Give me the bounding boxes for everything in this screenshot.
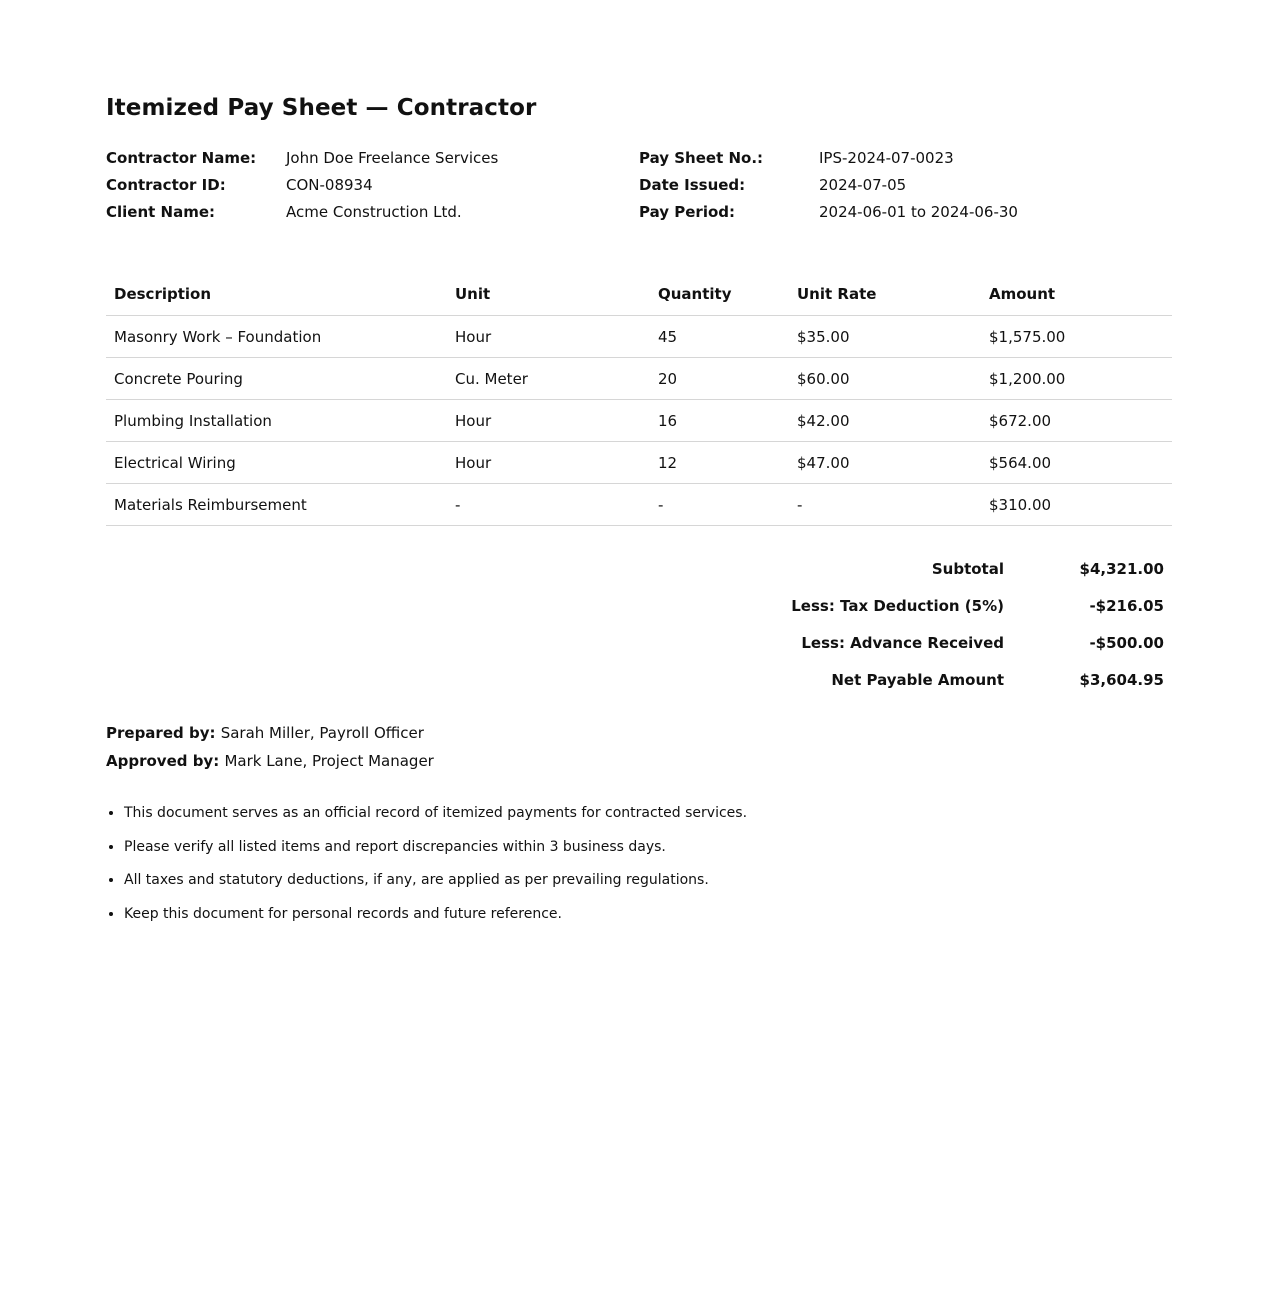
column-header-unit: Unit	[447, 273, 650, 316]
cell-description: Masonry Work – Foundation	[106, 316, 447, 358]
meta-label: Pay Sheet No.:	[639, 149, 764, 167]
net-payable-value: $3,604.95	[1079, 671, 1164, 689]
items-table	[106, 273, 1172, 526]
tax-deduction-label: Less: Tax Deduction (5%)	[791, 597, 1004, 615]
cell-amount: $1,200.00	[981, 358, 1172, 400]
meta-row-pay-period	[639, 199, 1172, 226]
column-header-description: Description	[106, 273, 447, 316]
prepared-by	[106, 719, 1172, 747]
advance-received-label: Less: Advance Received	[801, 634, 1004, 652]
cell-description: Electrical Wiring	[106, 442, 447, 484]
cell-unit: Hour	[447, 400, 650, 442]
cell-unit: Cu. Meter	[447, 358, 650, 400]
list-item: • This document serves as an official record of itemized payments for contracted services.	[124, 797, 1172, 831]
date-issued-value: 2024-07-05	[819, 176, 907, 194]
meta-label: Pay Period:	[639, 203, 735, 221]
advance-received-row	[106, 625, 1172, 662]
totals-section	[106, 551, 1172, 699]
cell-unit-rate: $42.00	[789, 400, 981, 442]
column-header-unit-rate: Unit Rate	[789, 273, 981, 316]
pay-sheet-no-value: IPS-2024-07-0023	[819, 149, 954, 167]
signoff-section	[106, 719, 1172, 775]
subtotal-row	[106, 551, 1172, 588]
tax-deduction-value: -$216.05	[1089, 597, 1164, 615]
cell-unit: Hour	[447, 442, 650, 484]
meta-row-contractor-name	[106, 145, 639, 172]
approved-by-label: Approved by:	[106, 752, 225, 770]
meta-label: Client Name:	[106, 203, 216, 221]
cell-unit-rate: $35.00	[789, 316, 981, 358]
list-item: • All taxes and statutory deductions, if any, are applied as per prevailing regulations.	[124, 864, 1172, 898]
list-item: • Keep this document for personal records and future reference.	[124, 898, 1172, 932]
meta-row-pay-sheet-no	[639, 145, 1172, 172]
net-payable-label: Net Payable Amount	[831, 671, 1004, 689]
approved-by-value: Mark Lane, Project Manager	[224, 752, 434, 770]
cell-quantity: 45	[650, 316, 789, 358]
prepared-by-label: Prepared by:	[106, 724, 221, 742]
cell-unit: -	[447, 484, 650, 526]
list-item: • Please verify all listed items and report discrepancies within 3 business days.	[124, 831, 1172, 865]
table-row	[106, 358, 1172, 400]
cell-amount: $1,575.00	[981, 316, 1172, 358]
meta-right-column	[639, 145, 1172, 226]
table-row	[106, 400, 1172, 442]
meta-row-client-name	[106, 199, 639, 226]
cell-unit-rate: -	[789, 484, 981, 526]
table-row	[106, 442, 1172, 484]
cell-quantity: 12	[650, 442, 789, 484]
cell-amount: $310.00	[981, 484, 1172, 526]
cell-description: Concrete Pouring	[106, 358, 447, 400]
cell-unit-rate: $47.00	[789, 442, 981, 484]
meta-row-date-issued	[639, 172, 1172, 199]
subtotal-value: $4,321.00	[1079, 560, 1164, 578]
cell-unit-rate: $60.00	[789, 358, 981, 400]
notes-list	[106, 797, 1172, 931]
contractor-id-value: CON-08934	[286, 176, 373, 194]
meta-label: Date Issued:	[639, 176, 746, 194]
cell-quantity: 20	[650, 358, 789, 400]
cell-unit: Hour	[447, 316, 650, 358]
cell-description: Plumbing Installation	[106, 400, 447, 442]
page-title: Itemized Pay Sheet — Contractor	[106, 95, 537, 121]
cell-quantity: -	[650, 484, 789, 526]
contractor-name-value: John Doe Freelance Services	[286, 149, 499, 167]
meta-label: Contractor ID:	[106, 176, 226, 194]
approved-by	[106, 747, 1172, 775]
header-meta	[106, 145, 1172, 226]
meta-left-column	[106, 145, 639, 226]
table-row	[106, 316, 1172, 358]
cell-description: Materials Reimbursement	[106, 484, 447, 526]
meta-row-contractor-id	[106, 172, 639, 199]
table-header-row	[106, 273, 1172, 316]
column-header-quantity: Quantity	[650, 273, 789, 316]
cell-quantity: 16	[650, 400, 789, 442]
advance-received-value: -$500.00	[1089, 634, 1164, 652]
column-header-amount: Amount	[981, 273, 1172, 316]
net-payable-row	[106, 662, 1172, 699]
subtotal-label: Subtotal	[931, 560, 1004, 578]
cell-amount: $564.00	[981, 442, 1172, 484]
cell-amount: $672.00	[981, 400, 1172, 442]
table-row	[106, 484, 1172, 526]
pay-period-value: 2024-06-01 to 2024-06-30	[819, 203, 1018, 221]
meta-label: Contractor Name:	[106, 149, 257, 167]
prepared-by-value: Sarah Miller, Payroll Officer	[220, 724, 424, 742]
client-name-value: Acme Construction Ltd.	[286, 203, 462, 221]
tax-deduction-row	[106, 588, 1172, 625]
